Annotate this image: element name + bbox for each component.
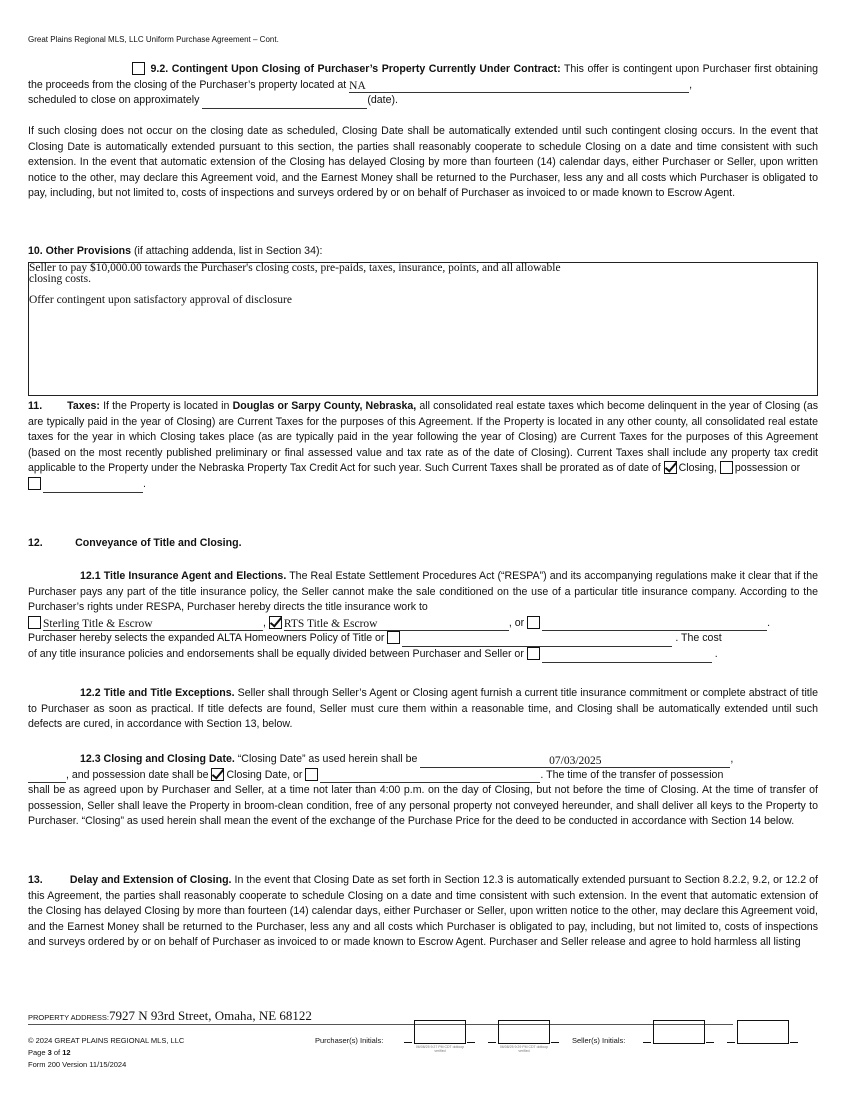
seller-initial-box-2[interactable] xyxy=(737,1020,789,1044)
section-13 xyxy=(28,873,818,951)
text: . The cost xyxy=(675,632,722,645)
section-title: 10. Other Provisions xyxy=(28,245,132,257)
section-10-heading xyxy=(28,244,818,260)
text: of any title insurance policies and endorsements shall be equally divided between Purchaser and Seller or xyxy=(28,647,524,660)
text: scheduled to close on approximately xyxy=(28,94,200,107)
section-12-2 xyxy=(28,686,818,733)
section-title: 12.1 Title Insurance Agent and Elections. xyxy=(80,570,287,582)
section-number: 12. xyxy=(28,537,43,549)
text: This offer is contingent upon Purchaser first obtaining the proceeds from the closing of the Purchaser’s property located at xyxy=(28,63,818,91)
section-title: 12.2 Title and Title Exceptions. xyxy=(80,687,235,699)
text: (if attaching addenda, list in Section 34): xyxy=(133,245,323,257)
property-field[interactable]: NA xyxy=(349,80,689,93)
text: Douglas or Sarpy County, Nebraska, xyxy=(232,400,417,412)
text: “Closing Date” as used herein shall be xyxy=(237,753,418,765)
section-title: 9.2. Contingent Upon Closing of Purchaser’s Property Currently Under Contract: xyxy=(150,63,561,75)
text: all consolidated real estate taxes which become delinquent in the year of Closing (as are typically paid in the year of Closing) are Current Taxes for the purposes of this Agreement xyxy=(28,400,819,428)
text: The Real Estate Settlement Procedures Act (“RESPA”) and its accompanying regulations make it clear that if the Purchaser pays any part of the title insurance policy, the Seller cannot make the sale conditioned on the use of a particular title insurance company. According to the Purchaser’s rights under RESPA, Purchaser hereby directs the title insurance work to xyxy=(28,570,818,614)
text: Closing Date, or xyxy=(226,768,303,781)
cost-split-field[interactable] xyxy=(542,662,712,663)
text: In the event that Closing Date as set forth in Section 12.3 is automatically extended pursuant to Section 8.2.2, 9.2, or 12.2 of this Agreement, the parties shall reasonably cooperate to schedule Closing on a date and time consistent with such extension. In the event that automatic extension of the Closing has delayed Closing by more than fourteen (14) calendar days, either Purchaser or Seller, upon written notice to the other, may declare this Agreement void, and the Earnest Money shall be returned to the Purchaser, less any and all costs which Purchaser is obligated to pay, including, but not limited to, costs of inspections and surveys ordered by or on behalf of Purchaser as invoiced to or made known to Escrow Agent. Purchaser and Seller release and agree to hold harmless all listing xyxy=(28,874,818,949)
text: If the Property is located in xyxy=(103,400,230,412)
other-company-field[interactable] xyxy=(542,630,767,631)
current-page: 3 xyxy=(47,1048,52,1057)
total-pages: 12 xyxy=(62,1048,71,1057)
text: Page xyxy=(28,1048,48,1057)
section-11: 11. Taxes: If the Property is located in Douglas or Sarpy County, Nebraska, all consolidated real estate taxes which become delinquent in the year of Closing (as are typically paid in the year of Closing) are Current Taxes for the purposes of this Agreement. If the Property is located in any other county, all consolidated real estate taxes for the year in which Closing takes place (as are typically paid in the year following the year of Closing) are Current Taxes for the purposes of this Agreement (based on the most recently published preliminary or final assessed value and tax rate as of the date of Closing). Current Taxes shall include any property tax credit applicable to the Property under the Nebraska Property Tax Credit Act for such year. Such Current Taxes shall be prorated as of date of Closing, possession or . xyxy=(28,399,818,493)
text: Purchaser hereby selects the expanded ALTA Homeowners Policy of Title or xyxy=(28,632,385,645)
text: , or xyxy=(508,616,525,629)
address-value: 7927 N 93rd Street, Omaha, NE 68122 xyxy=(109,1008,312,1023)
purchaser-initial-box-2[interactable] xyxy=(498,1020,550,1053)
section-number: 13. xyxy=(28,874,43,886)
title-company-2[interactable]: RTS Title & Escrow xyxy=(284,618,509,631)
text: of xyxy=(51,1048,63,1057)
section-9-2: 9.2. Contingent Upon Closing of Purchaser’s Property Currently Under Contract: This offer is contingent upon Purchaser first obtaining the proceeds from the closing of the Purchaser’s property located at NA , scheduled to close on approximately (date). xyxy=(28,62,818,109)
text: shall be as agreed upon by Purchaser and Seller, at a time not later than 4:00 p.m. on the day of Closing, but not before the time of Closing. At the time of transfer of possession, Seller shall leave the Property in broom-clean condition, free of any personal property not conveyed hereunder, and shall deliver all keys to the Property to Purchaser. “Closing” as used herein shall mean the event of the exchange of the Purchase Price for the deed to be conducted in accordance with Section 14 below. xyxy=(28,784,818,828)
other-company-checkbox[interactable] xyxy=(527,616,540,629)
section-number: 11. xyxy=(28,400,43,412)
rts-checkbox[interactable] xyxy=(269,616,282,629)
label: PROPERTY ADDRESS: xyxy=(28,1013,109,1022)
provision-line: closing costs. xyxy=(29,273,91,285)
other-checkbox[interactable] xyxy=(28,477,41,490)
section-title: 12.3 Closing and Closing Date. xyxy=(80,753,235,765)
paragraph: If such closing does not occur on the closing date as scheduled, Closing Date shall be automatically extended until such contingent closing occurs. In the event that Closing Date is automatically extended pursuant to this section, the parties shall reasonably cooperate to schedule Closing on a date and time consistent with such extension. In the event that automatic extension of the Closing has delayed Closing by more than fourteen (14) calendar days, either Purchaser or Seller, upon written notice to the other, may declare this Agreement void, and the Earnest Money shall be returned to the Purchaser, less any and all costs which Purchaser is obligated to pay, including, but not limited to, costs of inspections and surveys ordered by or on behalf of Purchaser as invoiced to or made known to Escrow Agent. xyxy=(28,125,818,200)
alta-checkbox[interactable] xyxy=(387,631,400,644)
dotloop-stamp: 06/08/25 9:27 PM CDT dotloop verified xyxy=(415,1045,465,1053)
purchaser-initials-label: Purchaser(s) Initials: xyxy=(315,1036,384,1045)
contingency-checkbox[interactable] xyxy=(132,62,145,75)
seller-initial-box-1[interactable] xyxy=(653,1020,705,1044)
section-title: Delay and Extension of Closing. xyxy=(69,874,232,886)
text: . If the Property is located in any other county, all consolidated real estate taxes for the year in which Closing takes place (as are typically paid in the year following the year of Closing) are Current Taxes for the purposes of this Agreement (based on the most recently published preliminary or final assessed value and tax rate as of the date of Closing). Current Taxes shall include any property tax credit applicable to the Property under the Nebraska Property Tax Credit Act for such year. Such Current Taxes shall be prorated as of date of xyxy=(28,415,818,475)
text: Seller shall through Seller’s Agent or Closing agent furnish a current title insurance commitment or complete abstract of title to Purchaser as soon as practical. If title defects are found, Seller must cure them within a reasonable time, and Closing shall be automatically extended until such defects are cured, in accordance with Section 13, below. xyxy=(28,687,818,731)
cost-split-checkbox[interactable] xyxy=(527,647,540,660)
purchaser-initial-box-1[interactable] xyxy=(414,1020,466,1053)
closing-date-field[interactable]: 07/03/2025 xyxy=(420,755,730,768)
page-header: Great Plains Regional MLS, LLC Uniform Purchase Agreement – Cont. xyxy=(28,35,279,44)
sterling-checkbox[interactable] xyxy=(28,616,41,629)
closing-checkbox[interactable] xyxy=(664,461,677,474)
possession-other-checkbox[interactable] xyxy=(305,768,318,781)
provision-line: Offer contingent upon satisfactory approval of disclosure xyxy=(29,294,292,306)
section-12 xyxy=(28,536,818,552)
closing-date-field[interactable] xyxy=(202,108,367,109)
section-title: Taxes: xyxy=(67,400,100,412)
text: Closing, xyxy=(678,462,717,475)
section-title: Conveyance of Title and Closing. xyxy=(75,537,242,549)
text: (date). xyxy=(367,94,398,107)
copyright: © 2024 GREAT PLAINS REGIONAL MLS, LLC xyxy=(28,1036,185,1045)
page-number xyxy=(28,1048,71,1057)
possession-closing-checkbox[interactable] xyxy=(211,768,224,781)
title-company-1[interactable]: Sterling Title & Escrow xyxy=(43,618,263,631)
seller-initials-label: Seller(s) Initials: xyxy=(572,1036,626,1045)
section-12-1: 12.1 Title Insurance Agent and Elections. The Real Estate Settlement Procedures Act (“RESPA”) and its accompanying regulations make it clear that if the Purchaser pays any part of the title insurance policy, the Seller cannot make the sale conditioned on the use of a particular title insurance company. According to the Purchaser’s rights under RESPA, Purchaser hereby directs the title insurance work to Sterling Title & Escrow , RTS Title & Escrow , or . Purchaser hereby selects the expanded ALTA Homeowners Policy of Title or . The cost of any title insurance policies and endorsements shall be equally divided between Purchaser and Seller or . xyxy=(28,569,818,663)
text: , and possession date shall be xyxy=(66,768,209,781)
text: . The time of the transfer of possession xyxy=(540,768,724,781)
dotloop-stamp: 06/08/25 9:29 PM CDT dotloop verified xyxy=(499,1045,549,1053)
possession-checkbox[interactable] xyxy=(720,461,733,474)
property-address xyxy=(28,1008,733,1025)
provision-line: Seller to pay $10,000.00 towards the Purchaser's closing costs, pre-paids, taxes, insurance, points, and all allowable xyxy=(29,262,561,274)
other-provisions-box[interactable] xyxy=(28,262,818,396)
other-field[interactable] xyxy=(43,492,143,493)
form-version: Form 200 Version 11/15/2024 xyxy=(28,1060,127,1069)
text: possession or xyxy=(734,462,801,475)
section-12-3: 12.3 Closing and Closing Date. “Closing Date” as used herein shall be 07/03/2025 , , and possession date shall be Closing Date, or . The time of the transfer of possession shall be as agreed upon by Purchaser and Seller, at a time not later than 4:00 p.m. on the day of Closing, but not before the time of Closing. At the time of transfer of possession, Seller shall leave the Property in broom-clean condition, free of any personal property not conveyed hereunder, and shall deliver all keys to the Property to Purchaser. “Closing” as used herein shall mean the event of the exchange of the Purchase Price for the deed to be conducted in accordance with Section 14 below. xyxy=(28,753,818,828)
